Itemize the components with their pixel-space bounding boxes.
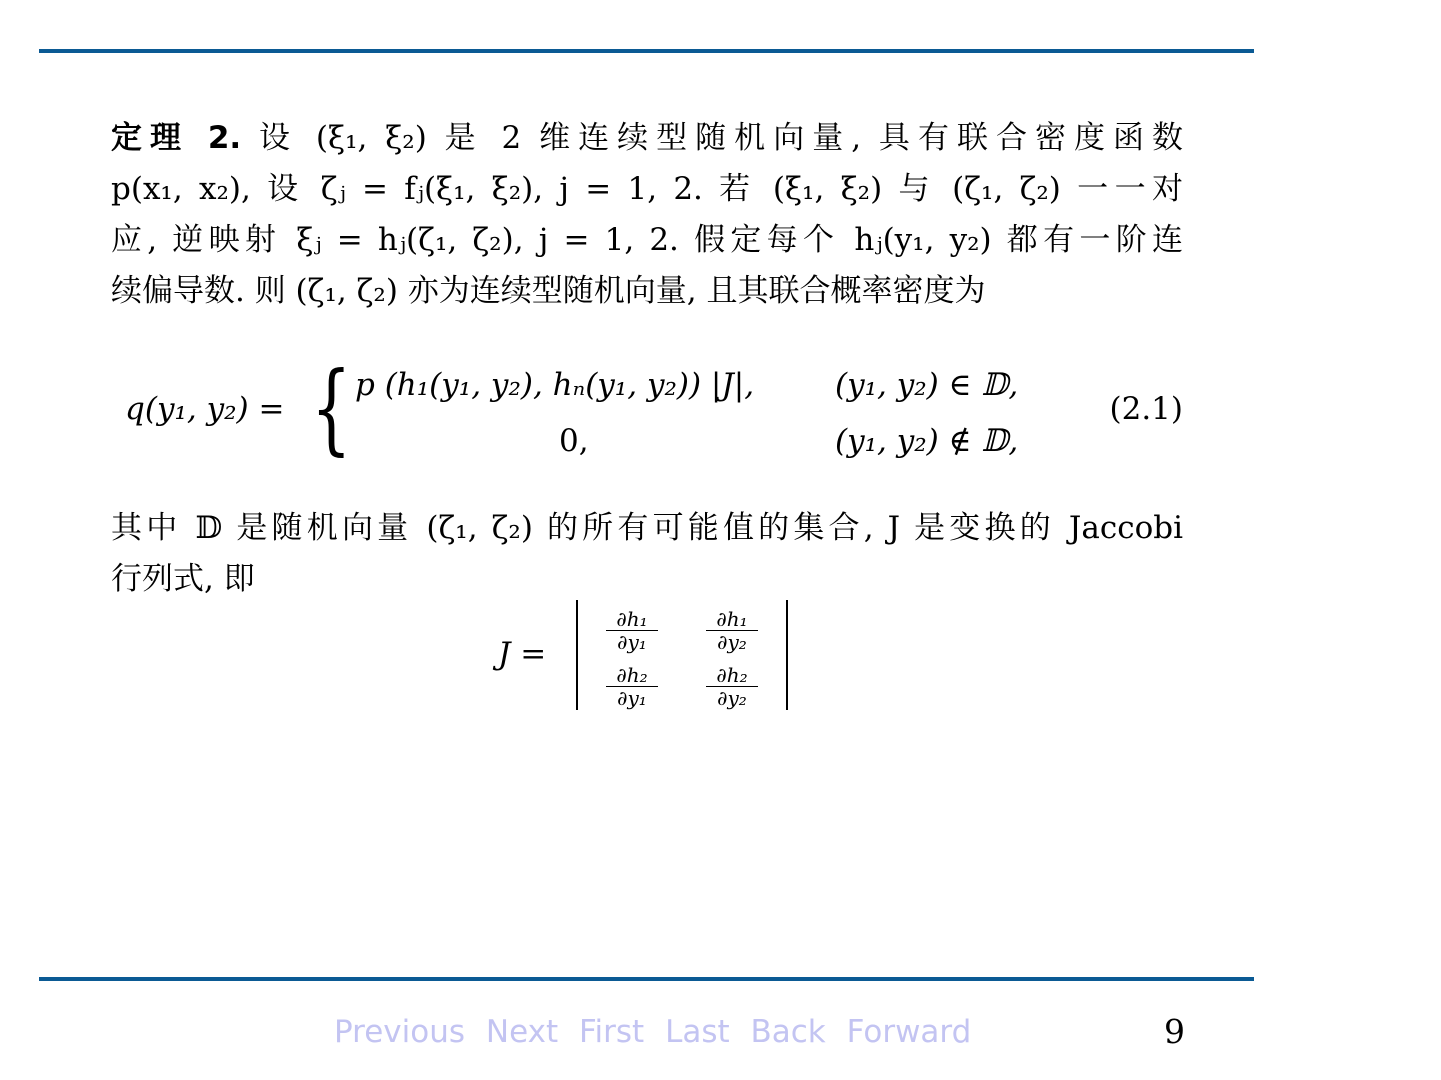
theorem-block xyxy=(111,113,1183,317)
partial-derivative: $\frac{\text{∂h₁}}{\text{∂y₁}}$ xyxy=(606,608,658,653)
case-1-condition: (y₁, y₂) ∈ 𝔻, xyxy=(835,367,1019,403)
nav-last-link[interactable]: Last xyxy=(665,1014,730,1050)
bottom-rule xyxy=(39,977,1254,981)
theorem-line: p(x₁, x₂), 设 ζⱼ = fⱼ(ξ₁, ξ₂), j = 1, 2. 若 (ξ₁, ξ₂) 与 (ζ₁, ζ₂) 一一对 xyxy=(111,171,1183,207)
case-1-expression: p (h₁(y₁, y₂), hₙ(y₁, y₂)) |J|, xyxy=(355,367,755,403)
case-2-expression: 0, xyxy=(559,423,589,459)
equation-lhs: q(y₁, y₂) = xyxy=(125,391,285,427)
theorem-line xyxy=(111,113,1183,164)
determinant-bar-right xyxy=(786,600,788,710)
case-brace: { xyxy=(311,352,352,466)
nav-previous-link[interactable]: Previous xyxy=(334,1014,466,1050)
partial-derivative: $\frac{\text{∂h₂}}{\text{∂y₁}}$ xyxy=(606,664,658,709)
top-rule xyxy=(39,49,1254,53)
nav-first-link[interactable]: First xyxy=(578,1014,645,1050)
theorem-text: 设 (ξ₁, ξ₂) 是 2 维连续型随机向量, 具有联合密度函数 xyxy=(241,120,1183,156)
case-2-condition: (y₁, y₂) ∉ 𝔻, xyxy=(835,423,1019,459)
theorem-line: 应, 逆映射 ξⱼ = hⱼ(ζ₁, ζ₂), j = 1, 2. 假定每个 hⱼ(y₁, y₂) 都有一阶连 xyxy=(111,222,1183,258)
theorem-label: 定理 2. xyxy=(111,120,242,156)
jacobian-lhs: J = xyxy=(498,636,547,672)
theorem-line: 续偏导数. 则 (ζ₁, ζ₂) 亦为连续型随机向量, 且其联合概率密度为 xyxy=(111,273,986,309)
nav-back-link[interactable]: Back xyxy=(750,1014,826,1050)
determinant-bar-left xyxy=(576,600,578,710)
slide-navigation xyxy=(334,1012,982,1052)
equation-2-1 xyxy=(111,352,1183,471)
explanation-line: 其中 𝔻 是随机向量 (ζ₁, ζ₂) 的所有可能值的集合, J 是变换的 Jaccobi xyxy=(111,510,1183,546)
partial-derivative: $\frac{\text{∂h₂}}{\text{∂y₂}}$ xyxy=(706,664,758,709)
equation-number: (2.1) xyxy=(1109,391,1183,427)
page-number: 9 xyxy=(1164,1012,1185,1051)
explanation-block xyxy=(111,503,1183,605)
partial-derivative: $\frac{\text{∂h₁}}{\text{∂y₂}}$ xyxy=(706,608,758,653)
nav-next-link[interactable]: Next xyxy=(485,1014,559,1050)
nav-forward-link[interactable]: Forward xyxy=(846,1014,972,1050)
explanation-line: 行列式, 即 xyxy=(111,561,255,597)
